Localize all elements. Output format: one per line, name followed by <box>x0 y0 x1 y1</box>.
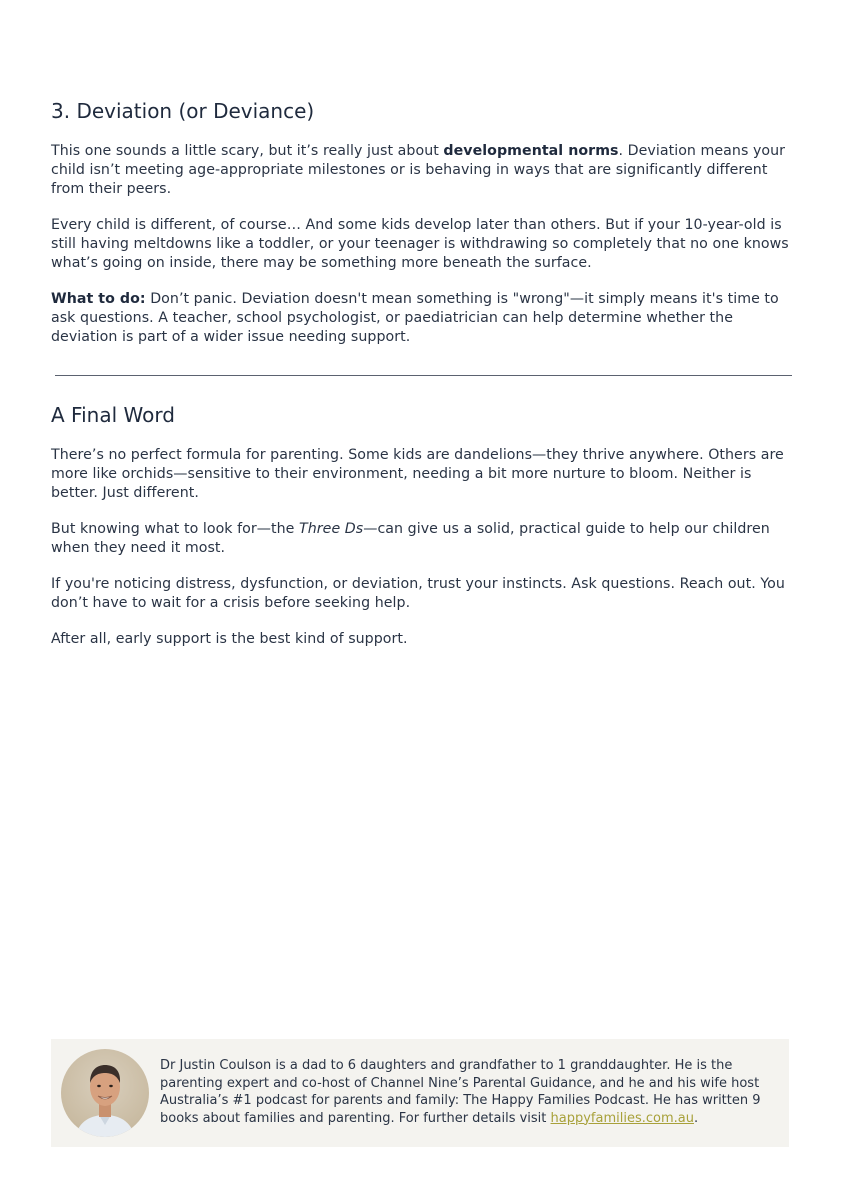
text-span: But knowing what to look for—the <box>51 521 300 537</box>
italic-text: Three Ds <box>299 521 364 537</box>
bio-text-end: . <box>693 1110 699 1126</box>
paragraph-final-2 <box>51 520 793 558</box>
bold-text: developmental norms <box>443 143 619 159</box>
text-span: Don’t panic. Deviation doesn't mean something is "wrong"—it simply means it's time to ask questions. A teacher, school psychologist, or paediatrician can help determine whether the deviation is part of a wider issue needing support. <box>51 291 779 345</box>
paragraph-deviation-intro <box>51 142 793 199</box>
author-bio-box <box>51 1039 789 1147</box>
website-link[interactable]: happyfamilies.com.au <box>550 1110 694 1126</box>
text-span: . Deviation means your child isn’t meeting age-appropriate milestones or is behaving in ways that are significantly different from their peers. <box>51 143 786 197</box>
author-bio-text <box>160 1057 782 1127</box>
text-span: This one sounds a little scary, but it’s really just about <box>51 143 444 159</box>
paragraph-what-to-do <box>51 290 793 347</box>
author-portrait-icon <box>61 1049 149 1137</box>
paragraph-final-1: There’s no perfect formula for parenting. Some kids are dandelions—they thrive anywhere. Others are more like orchids—sensitive to their environment, needing a bit more nurture to bloom. Neither is better. Just different. <box>51 447 784 501</box>
text-span: —can give us a solid, practical guide to help our children when they need it most. <box>51 521 770 556</box>
bold-label: What to do: <box>51 291 146 307</box>
paragraph-deviation-examples: Every child is different, of course… And some kids develop later than others. But if your 10-year-old is still having meltdowns like a toddler, or your teenager is withdrawing so completely that no one knows what’s going on inside, there may be something more beneath the surface. <box>51 217 789 271</box>
section-heading-deviation: 3. Deviation (or Deviance) <box>51 99 315 123</box>
article-content <box>51 96 793 666</box>
bio-text-span: Dr Justin Coulson is a dad to 6 daughters and grandfather to 1 granddaughter. He is the parenting expert and co-host of Channel Nine’s Parental Guidance, and he and his wife host Australia’s #1 podcast for parents and family: The Happy Families Podcast. He has written 9 books about families and parenting. For further details visit <box>160 1058 761 1126</box>
section-divider <box>55 375 792 376</box>
author-avatar <box>61 1049 149 1137</box>
paragraph-final-4: After all, early support is the best kind of support. <box>51 631 408 647</box>
paragraph-final-3: If you're noticing distress, dysfunction, or deviation, trust your instincts. Ask questions. Reach out. You don’t have to wait for a crisis before seeking help. <box>51 576 785 611</box>
section-heading-final-word: A Final Word <box>51 403 175 427</box>
